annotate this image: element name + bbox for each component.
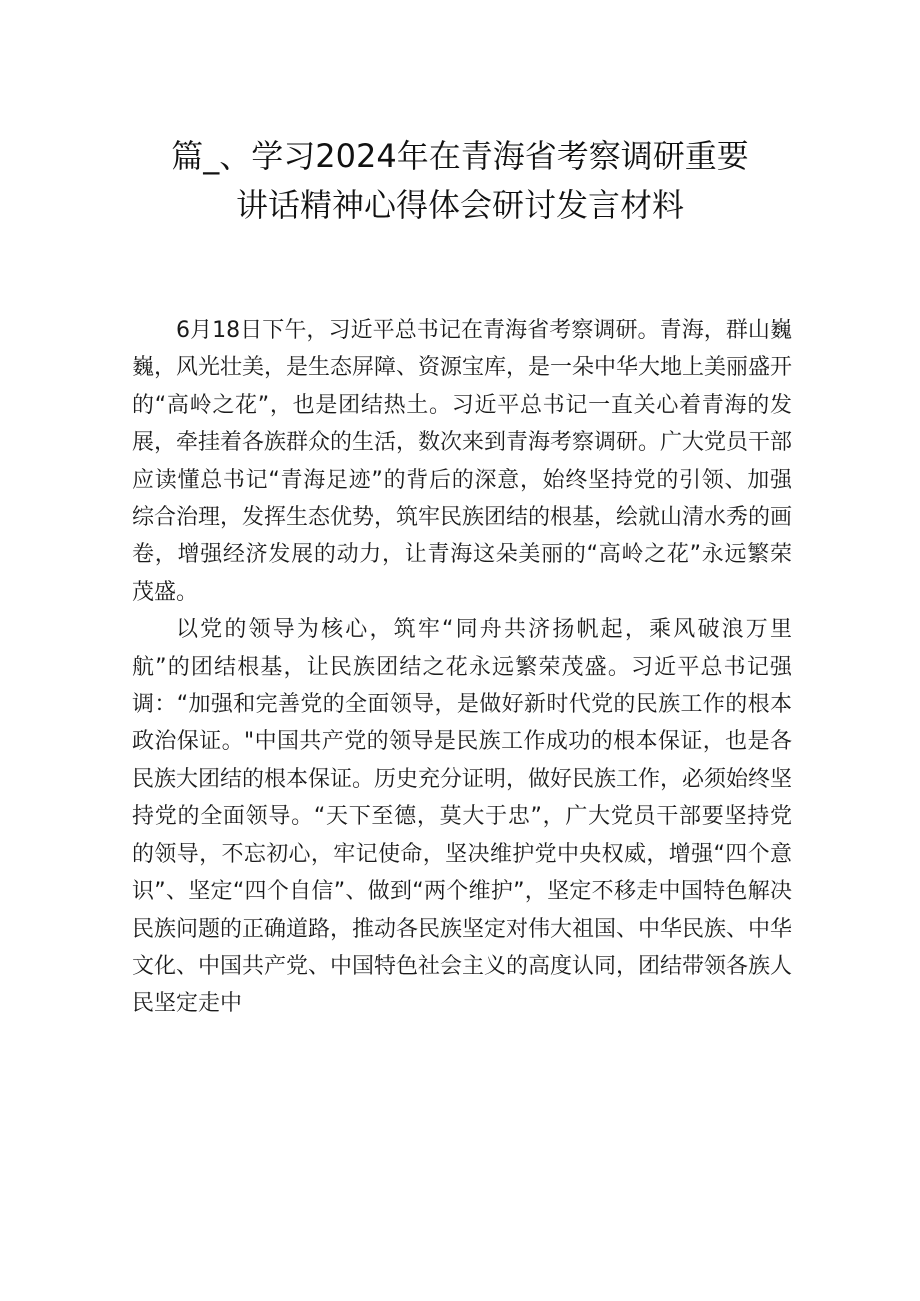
body-paragraph-2: 以党的领导为核心，筑牢“同舟共济扬帆起，乘风破浪万里航”的团结根基，让民族团结之花永远繁荣茂盛。习近平总书记强调：“加强和完善党的全面领导，是做好新时代党的民族工作的根本政治保证。"中国共产党的领导是民族工作成功的根本保证，也是各民族大团结的根本保证。历史充分证明，做好民族工作，必须始终坚持党的全面领导。“天下至德，莫大于忠”，广大党员干部要坚持党的领导，不忘初心，牢记使命，坚决维护党中央权威，增强“四个意识”、坚定“四个自信”、做到“两个维护”，坚定不移走中国特色解决民族问题的正确道路，推动各民族坚定对伟大祖国、中华民族、中华文化、中国共产党、中国特色社会主义的高度认同，团结带领各族人民坚定走中 (132, 617, 793, 1017)
body-paragraph-1: 6月18日下午，习近平总书记在青海省考察调研。青海，群山巍巍，风光壮美，是生态屏障、资源宝库，是一朵中华大地上美丽盛开的“高岭之花”，也是团结热土。习近平总书记一直关心着青海的发展，牵挂着各族群众的生活，数次来到青海考察调研。广大党员干部应读懂总书记“青海足迹”的背后的深意，始终坚持党的引领、加强综合治理，发挥生态优势，筑牢民族团结的根基，绘就山清水秀的画卷，增强经济发展的动力，让青海这朵美丽的“高岭之花”永远繁荣茂盛。 (132, 318, 793, 605)
document-body (132, 312, 792, 1023)
document-title-line-1: 篇_、学习2024年在青海省考察调研重要 (171, 137, 749, 175)
document-title-line-2: 讲话精神心得体会研讨发言材料 (235, 186, 684, 224)
